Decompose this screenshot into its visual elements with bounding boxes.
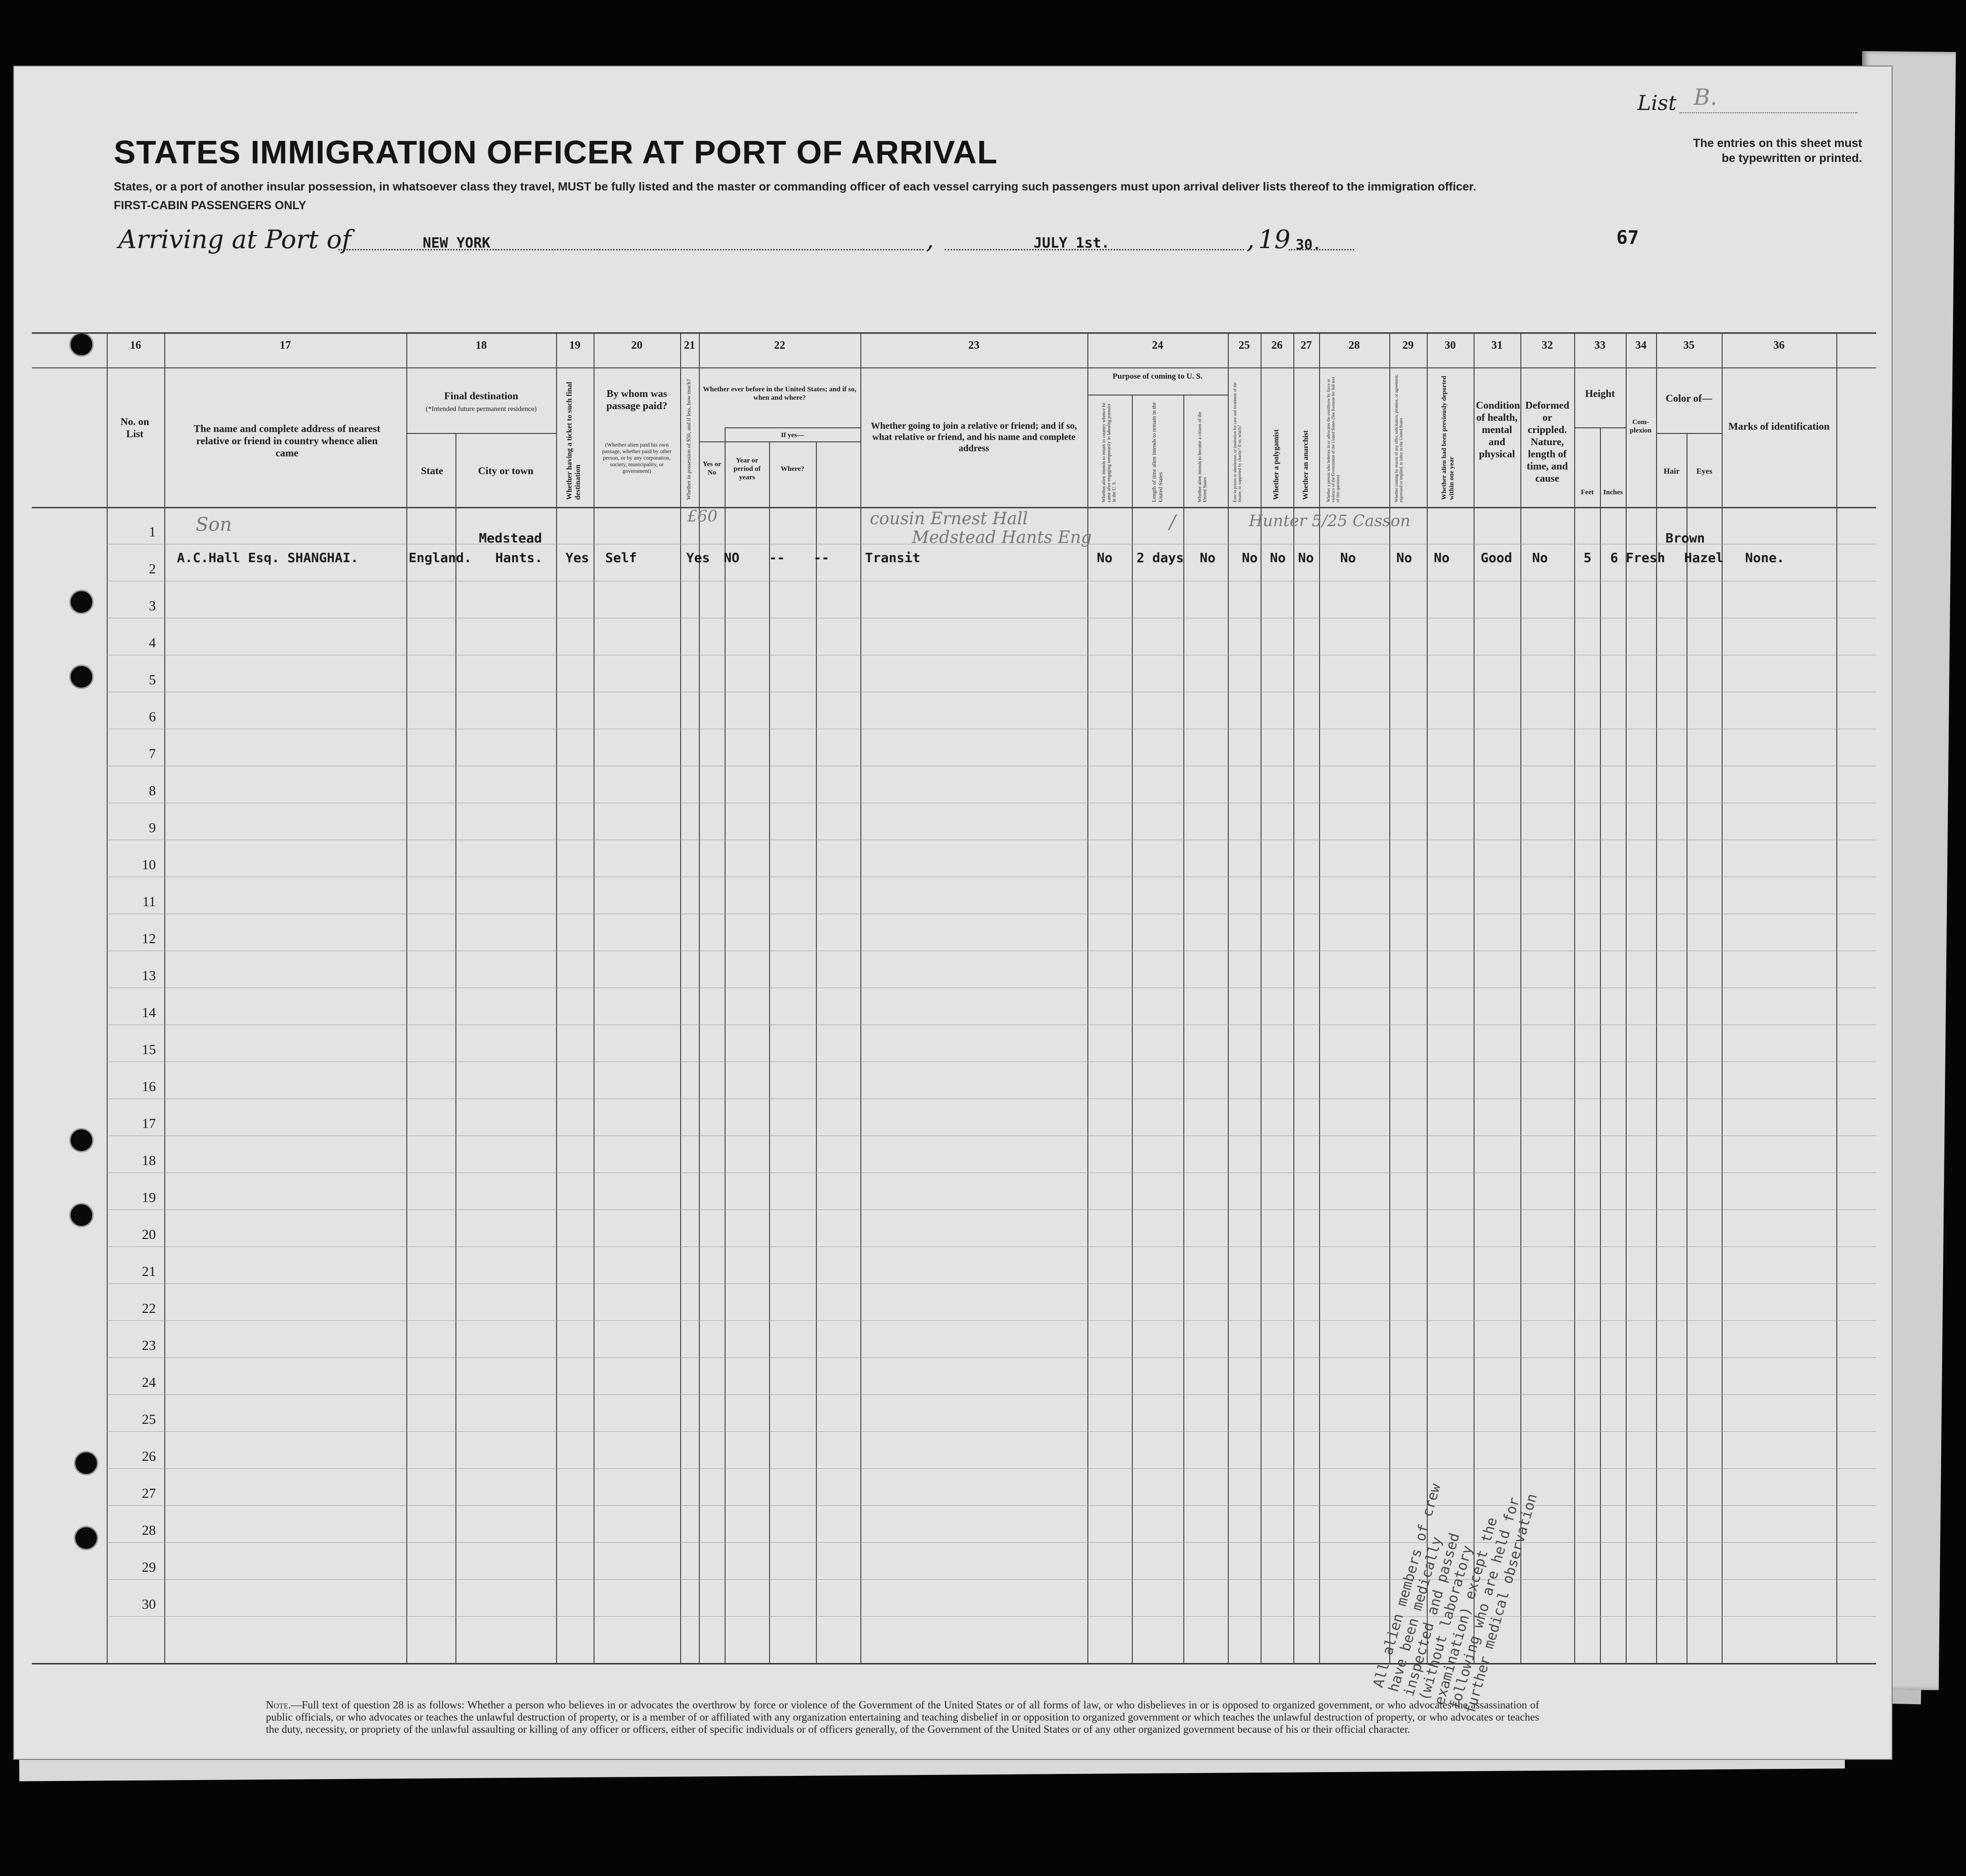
column-rule: [164, 334, 165, 1663]
header-rule: [32, 507, 1876, 508]
column-number: 28: [1349, 339, 1360, 352]
row-number: 26: [142, 1449, 156, 1464]
entry-eyes: Hazel: [1684, 550, 1724, 565]
row-number: 17: [142, 1116, 156, 1131]
entry-polygamist: No: [1270, 550, 1286, 565]
column-rule: [769, 441, 770, 1663]
row-number: 27: [142, 1486, 156, 1501]
header-where: Where?: [780, 465, 805, 473]
year-prefix: 19: [1258, 225, 1291, 254]
header-health: Condition of health, mental and physical: [1476, 399, 1520, 460]
header-purpose-return: Whether alien intends to return to country whence he came after engaging temporarily in laboring pursuits in the U. S.: [1101, 403, 1117, 502]
header-state: State: [421, 465, 443, 476]
entry-hair: Brown: [1665, 530, 1705, 546]
entry-feet: 5: [1584, 550, 1592, 565]
entry-period: --: [769, 550, 785, 565]
arrival-label: Arriving at Port of: [118, 225, 352, 254]
row-number: 14: [142, 1005, 156, 1020]
header-eyes: Eyes: [1696, 467, 1712, 476]
row-number: 5: [149, 672, 156, 688]
column-rule: [1722, 334, 1723, 1663]
row-number: 13: [142, 968, 156, 983]
column-number: 34: [1635, 339, 1647, 352]
column-rule: [1600, 427, 1601, 1663]
year-suffix: 30.: [1296, 237, 1321, 253]
footnote-text: —Full text of question 28 is as follows: Whether a person who believes in or advocates the overthrow by force or violence of the Government of the United States or of all forms of law, or who disbelieves in or is opposed to organized government, or who advocates the assassination of public officials, or who advocates or teaches the unlawful destruction of property, or is a member of or affiliated with any organization entertaining and teaching disbelief in or opposition to organized government or which teaches the unlawful destruction of property, or who advocates or teaches the duty, necessity, or propriety of the unlawful assaulting or killing of any officer or officers, either of specific individuals or of officers generally, of the Government of the United States or of any other organized government because of his or their official character.: [266, 1699, 1539, 1735]
column-rule: [1836, 334, 1837, 1663]
column-rule: [1293, 334, 1294, 1663]
header-deformed: Deformed or crippled. Nature, length of time, and cause: [1525, 399, 1570, 484]
row-rule: [107, 1542, 1876, 1543]
row-number: 6: [149, 709, 156, 725]
row-number: 9: [149, 820, 156, 835]
header-inches: Inches: [1603, 489, 1623, 496]
row-number: 10: [142, 857, 156, 872]
entry-anarchist: No: [1298, 550, 1314, 565]
column-rule: [556, 334, 557, 1663]
handwritten-check-mark: /: [1169, 512, 1176, 533]
column-number: 22: [774, 339, 785, 352]
arrival-row: [118, 225, 1850, 262]
entry-complexion: Fresh: [1626, 550, 1665, 565]
column-number: 20: [631, 339, 643, 352]
row-number: 7: [149, 746, 156, 762]
column-rule: [1626, 334, 1627, 1663]
row-number: 16: [142, 1079, 156, 1094]
year-field-line: [1289, 249, 1354, 250]
column-number: 16: [130, 339, 141, 352]
header-possession: Whether in possession of $50, and if less, how much?: [685, 379, 692, 500]
handwritten-note-son: Son: [196, 514, 232, 535]
header-color-of: Color of—: [1665, 392, 1712, 404]
column-rule: [1656, 334, 1657, 1663]
subheader-rule: [1656, 433, 1722, 434]
column-rule: [1319, 334, 1320, 1663]
header-join: Whether going to join a relative or friend; and if so, what relative or friend, and his name and complete address: [871, 421, 1077, 454]
header-city: City or town: [478, 465, 534, 476]
header-feet: Feet: [1581, 489, 1594, 496]
header-contract: Whether coming by reason of any offer, solicitation, promise, or agreement, expressed or implied, to labor in the United States: [1394, 374, 1403, 502]
header-purpose-citizen: Whether alien intends to become a citizen of the United States: [1197, 411, 1208, 502]
handwritten-note-possession: £60: [687, 507, 718, 526]
row-rule: [107, 1579, 1876, 1580]
comma: ,: [1247, 225, 1255, 254]
subheader-rule: [406, 433, 556, 434]
row-number: 2: [149, 561, 156, 577]
handwritten-note-cousin: cousin Ernest Hall: [870, 509, 1028, 528]
column-number: 36: [1773, 339, 1785, 352]
entry-health: Good: [1481, 550, 1512, 565]
row-rule: [107, 1283, 1876, 1284]
column-rule: [860, 334, 861, 1663]
column-number: 26: [1271, 339, 1283, 352]
row-number: 11: [142, 894, 156, 909]
subheader-rule: [1087, 395, 1228, 396]
footnote: [266, 1699, 1539, 1736]
column-number: 17: [279, 339, 291, 352]
row-number: 15: [142, 1042, 156, 1057]
header-prison: Ever in prison or almshouse, or institution for care and treatment of the insane, or supported by charity? If so, which?: [1232, 382, 1242, 502]
column-rule: [1183, 395, 1184, 1663]
list-label: List: [1637, 91, 1677, 115]
row-rule: [107, 1320, 1876, 1321]
port-value: NEW YORK: [423, 235, 491, 251]
entry-ticket: Yes: [565, 550, 589, 565]
row-rule: [107, 1431, 1876, 1432]
entry-city: Medstead: [479, 530, 542, 546]
header-complexion: Com-plexion: [1629, 418, 1652, 434]
column-number: 30: [1445, 339, 1456, 352]
column-number: 29: [1402, 339, 1414, 352]
date-value: JULY 1st.: [1034, 235, 1110, 251]
column-rule: [816, 441, 817, 1663]
footnote-label: Note.: [266, 1699, 291, 1711]
row-number: 30: [142, 1597, 156, 1612]
header-if-yes: If yes—: [781, 432, 804, 439]
page-title: STATES IMMIGRATION OFFICER AT PORT OF ARRIVAL: [114, 134, 998, 170]
handwritten-note-address2: Hunter 5/25 Casson: [1249, 512, 1410, 530]
typewritten-notice: [1609, 136, 1862, 166]
row-rule: [107, 1246, 1876, 1247]
row-rule: [107, 1394, 1876, 1395]
row-number: 23: [142, 1338, 156, 1353]
header-no-on-list: No. on List: [120, 416, 149, 440]
column-rule: [107, 334, 108, 1663]
row-number: 29: [142, 1560, 156, 1575]
row-number: 4: [149, 635, 156, 651]
column-rule: [1228, 334, 1229, 1663]
column-number: 18: [476, 339, 487, 352]
row-number: 3: [149, 598, 156, 614]
column-number: 23: [968, 339, 980, 352]
entry-deported: No: [1434, 550, 1450, 565]
entry-deformed: No: [1532, 550, 1548, 565]
header-anarchist: Whether an anarchist: [1302, 430, 1310, 500]
entry-relative: A.C.Hall Esq. SHANGHAI.: [177, 550, 359, 565]
row-rule: [107, 1357, 1876, 1358]
row-rule: [107, 1616, 1876, 1617]
column-number: 35: [1683, 339, 1695, 352]
row-number: 12: [142, 931, 156, 946]
row-rule: [107, 1209, 1876, 1210]
entry-state: England.: [409, 550, 472, 565]
column-rule: [680, 334, 681, 1663]
column-rule: [1389, 334, 1390, 1663]
entry-passage: Self: [605, 550, 637, 565]
row-number: 24: [142, 1375, 156, 1390]
header-final-destination: Final destination: [444, 390, 519, 402]
passenger-class-line: FIRST-CABIN PASSENGERS ONLY: [114, 199, 307, 212]
column-number: 21: [684, 339, 695, 352]
medical-inspection-stamp: All alien members of crew have been medically inspected and passed (without laboratory examination) except the following who are held for further medical observation: [1370, 1481, 1541, 1716]
column-rule: [1132, 395, 1133, 1663]
manifest-table: [32, 332, 1876, 1664]
entry-city: Hants.: [495, 550, 543, 565]
header-passage: By whom was passage paid?: [606, 388, 668, 411]
header-hair: Hair: [1664, 467, 1680, 476]
list-underline: [1680, 112, 1857, 113]
entry-overthrow: No: [1340, 550, 1356, 565]
entry-purpose-citizen: No: [1200, 550, 1216, 565]
manifest-sheet: [13, 66, 1893, 1760]
entry-purpose-return: No: [1097, 550, 1113, 565]
page-number: 67: [1616, 227, 1639, 249]
entry-prison: No: [1242, 550, 1258, 565]
column-number: 24: [1152, 339, 1163, 352]
column-rule: [1574, 334, 1575, 1663]
handwritten-note-address: Medstead Hants Eng: [912, 528, 1092, 547]
column-number: 19: [569, 339, 580, 352]
column-rule: [699, 334, 700, 1663]
column-rule: [1427, 334, 1428, 1663]
row-rule: [107, 1468, 1876, 1469]
row-number: 28: [142, 1523, 156, 1538]
subheader-rule: [725, 427, 860, 428]
entry-where: --: [814, 550, 829, 565]
header-deported: Whether alien had been previously deported within one year: [1441, 375, 1455, 500]
column-rule: [1520, 334, 1521, 1663]
column-number: 25: [1239, 339, 1250, 352]
entry-marks: None.: [1745, 550, 1785, 565]
row-number: 8: [149, 783, 156, 799]
entry-join: Transit: [865, 550, 921, 565]
header-relative: The name and complete address of nearest relative or friend in country whence alien came: [193, 423, 381, 459]
row-number: 25: [142, 1412, 156, 1427]
header-purpose-length: Length of time alien intends to remain in the United States: [1151, 402, 1164, 502]
row-number: 18: [142, 1153, 156, 1168]
header-before: Whether ever before in the United States; and if so, when and where?: [703, 386, 857, 402]
column-number: 33: [1594, 339, 1606, 352]
row-rule: [107, 1505, 1876, 1506]
header-rule: [32, 367, 1876, 368]
header-height: Height: [1585, 388, 1615, 399]
row-rule: [107, 1172, 1876, 1173]
column-number: 27: [1300, 339, 1312, 352]
row-number: 19: [142, 1190, 156, 1205]
notice-line: The entries on this sheet must: [1693, 137, 1862, 150]
subheader-rule: [699, 441, 860, 442]
header-overthrow: Whether a person who believes in or advocates the overthrow by force or violence of the Government of the United States (See footnote for full text of this question): [1326, 377, 1340, 502]
header-period: Year or period of years: [734, 457, 761, 481]
list-number: B.: [1694, 84, 1717, 110]
row-number: 22: [142, 1301, 156, 1316]
column-rule: [406, 334, 407, 1663]
column-rule: [725, 427, 726, 1663]
column-number: 31: [1491, 339, 1503, 352]
entry-before-yes-no: NO: [724, 550, 740, 565]
header-yes-no: Yes or No: [703, 461, 721, 476]
header-final-destination-note: (*Intended future permanent residence): [425, 405, 537, 413]
entry-inches: 6: [1610, 550, 1618, 565]
header-polygamist: Whether a polygamist: [1272, 429, 1280, 500]
header-ticket: Whether having a ticket to such final destination: [565, 381, 582, 500]
header-marks: Marks of identification: [1728, 420, 1830, 432]
comma: ,: [926, 225, 934, 254]
notice-line: be typewritten or printed.: [1721, 152, 1862, 165]
entry-possession: Yes: [686, 550, 710, 565]
row-number: 20: [142, 1227, 156, 1242]
column-number: 32: [1541, 339, 1553, 352]
column-rule: [1261, 334, 1262, 1663]
entry-contract: No: [1396, 550, 1412, 565]
header-passage-note: (Whether alien paid his own passage, whether paid by other person, or by any corporation, society, municipality, or government): [602, 441, 672, 474]
row-number: 1: [149, 524, 156, 540]
entry-purpose-length: 2 days: [1137, 550, 1184, 565]
header-purpose: Purpose of coming to U. S.: [1112, 372, 1203, 381]
row-number: 21: [142, 1264, 156, 1279]
instructions-line: States, or a port of another insular possession, in whatsoever class they travel, MUST be fully listed and the master or commanding officer of each vessel carrying such passengers must upon arrival deliver lists thereof to the immigration officer.: [114, 180, 1476, 193]
